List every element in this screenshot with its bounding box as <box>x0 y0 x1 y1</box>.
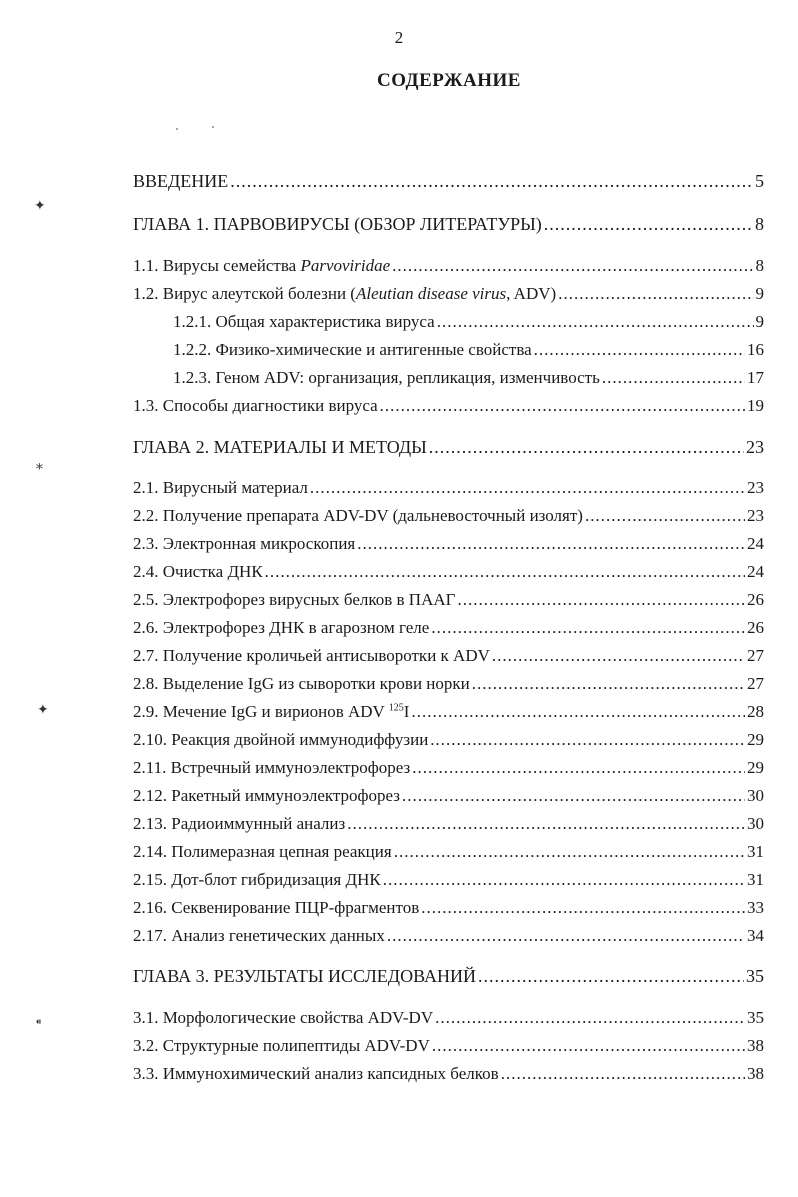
toc-entry-page: 27 <box>747 646 764 665</box>
toc-section-row[interactable] <box>133 534 764 554</box>
toc-entry-label-part: 2.12. Ракетный иммуноэлектрофорез <box>133 786 401 805</box>
toc-section-row[interactable] <box>133 870 764 890</box>
dot-leader <box>402 786 745 806</box>
toc-entry-label <box>133 1064 499 1084</box>
toc-entry-page: 30 <box>747 814 764 833</box>
toc-section-row[interactable] <box>133 674 764 694</box>
toc-entry-label <box>133 842 392 862</box>
toc-entry-label-part: 1.2.1. Общая характеристика вируса <box>173 312 435 331</box>
toc-entry-label <box>133 966 476 987</box>
toc-entry-page: 17 <box>747 368 764 387</box>
toc-entry-page: 26 <box>747 590 764 609</box>
toc-entry-label <box>133 674 470 694</box>
dot-leader <box>387 926 745 946</box>
toc-entry-label <box>133 702 409 722</box>
toc-section-row[interactable] <box>133 814 764 834</box>
toc-entry-label <box>133 898 419 918</box>
dot-leader <box>501 1064 745 1084</box>
toc-entry-label <box>133 618 429 638</box>
toc-entry-label-part: Parvoviridae <box>300 256 391 275</box>
dot-leader <box>558 284 753 304</box>
toc-entry-label <box>133 396 378 416</box>
dot-leader <box>472 674 745 694</box>
toc-entry-label <box>133 590 455 610</box>
toc-entry-label-part: ВВЕДЕНИЕ <box>133 171 229 191</box>
toc-entry-page: 35 <box>747 1008 764 1027</box>
page-number: 2 <box>394 28 404 47</box>
toc-entry-page: 26 <box>747 618 764 637</box>
toc-entry-label-part: 2.9. Мечение IgG и вирионов ADV <box>133 702 389 721</box>
toc-entry-label-part: 2.3. Электронная микроскопия <box>133 534 356 553</box>
toc-entry-label-part: 3.2. Структурные полипептиды ADV-DV <box>133 1036 430 1055</box>
dot-leader <box>585 506 745 526</box>
toc-entry-label-part: 2.1. Вирусный материал <box>133 478 308 497</box>
page-title: СОДЕРЖАНИЕ <box>377 70 521 91</box>
dot-leader <box>412 758 745 778</box>
toc-entry-label <box>133 1008 433 1028</box>
toc-entry-page: 19 <box>747 396 764 415</box>
dot-leader <box>383 870 745 890</box>
toc-section-row[interactable] <box>133 284 764 304</box>
toc-entry-label-part: 2.11. Встречный иммуноэлектрофорез <box>133 758 411 777</box>
toc-entry-label-part: 1.2. Вирус алеутской болезни ( <box>133 284 356 303</box>
toc-section-row[interactable] <box>133 842 764 862</box>
toc-entry-label <box>173 368 600 388</box>
toc-entry-label <box>133 437 427 458</box>
toc-entry-label <box>133 256 390 276</box>
dot-leader <box>230 171 753 192</box>
toc-entry-label-part: 2.6. Электрофорез ДНК в агарозном геле <box>133 618 430 637</box>
toc-entry-label <box>173 340 532 360</box>
toc-entry-label-part: Aleutian disease virus <box>355 284 507 303</box>
toc-entry-label-part: ГЛАВА 3. РЕЗУЛЬТАТЫ ИССЛЕДОВАНИЙ <box>133 966 476 986</box>
dot-leader <box>432 1036 745 1056</box>
toc-chapter-row[interactable] <box>133 966 764 987</box>
dot-leader <box>492 646 745 666</box>
dot-leader <box>430 730 745 750</box>
toc-entry-label-part: 2.5. Электрофорез вирусных белков в ПААГ <box>133 590 456 609</box>
toc-entry-label-part: 2.8. Выделение IgG из сыворотки крови норки <box>133 674 470 693</box>
scan-mark: ✦ <box>37 703 49 718</box>
toc-entry-label-part: 2.2. Получение препарата ADV-DV (дальневосточный изолят) <box>133 506 583 525</box>
scan-speck <box>176 128 178 130</box>
toc-section-row[interactable] <box>133 478 764 498</box>
toc-section-row[interactable] <box>133 730 764 750</box>
scan-mark: ✦ <box>34 199 46 214</box>
toc-entry-label-part: I <box>403 702 410 721</box>
toc-entry-page: 28 <box>747 702 764 721</box>
toc-entry-page: 30 <box>747 786 764 805</box>
toc-section-row[interactable] <box>133 758 764 778</box>
toc-entry-label <box>133 870 381 890</box>
toc-section-row[interactable] <box>133 256 764 276</box>
toc-entry-label-part: ГЛАВА 1. ПАРВОВИРУСЫ (ОБЗОР ЛИТЕРАТУРЫ) <box>133 214 542 234</box>
toc-entry-label <box>133 478 308 498</box>
toc-entry-label-part: 3.1. Морфологические свойства ADV-DV <box>133 1008 434 1027</box>
toc-section-row[interactable] <box>133 646 764 666</box>
toc-subsection-row[interactable] <box>173 368 764 388</box>
dot-leader <box>411 702 745 722</box>
toc-section-row[interactable] <box>133 590 764 610</box>
dot-leader <box>421 898 745 918</box>
toc-entry-page: 34 <box>747 926 764 945</box>
toc-entry-page: 23 <box>747 478 764 497</box>
scan-mark: ⁌ <box>35 1016 42 1031</box>
toc-entry-page: 38 <box>747 1064 764 1083</box>
toc-entry-label <box>133 214 542 235</box>
toc-entry-label-part: 1.3. Способы диагностики вируса <box>133 396 378 415</box>
toc-section-row[interactable] <box>133 702 764 722</box>
dot-leader <box>602 368 745 388</box>
toc-entry-label-part: 2.10. Реакция двойной иммунодиффузии <box>133 730 429 749</box>
toc-entry-label <box>133 534 355 554</box>
dot-leader <box>457 590 745 610</box>
toc-entry-label-part: 2.4. Очистка ДНК <box>133 562 263 581</box>
dot-leader <box>380 396 745 416</box>
toc-entry-label <box>173 312 435 332</box>
toc-section-row[interactable] <box>133 618 764 638</box>
toc-entry-page: 23 <box>747 506 764 525</box>
toc-entry-label <box>133 171 228 192</box>
dot-leader <box>544 214 753 235</box>
toc-entry-label-part: 2.7. Получение кроличьей антисыворотки к ADV <box>133 646 490 665</box>
toc-entry-page: 24 <box>747 534 764 553</box>
dot-leader <box>310 478 745 498</box>
toc-entry-page: 5 <box>755 171 764 191</box>
toc-section-row[interactable] <box>133 1064 764 1084</box>
toc-entry-page: 38 <box>747 1036 764 1055</box>
toc-entry-page: 23 <box>746 437 764 457</box>
toc-subsection-row[interactable] <box>173 312 764 332</box>
toc-chapter-row[interactable] <box>133 214 764 235</box>
toc-entry-page: 16 <box>747 340 764 359</box>
toc-entry-label <box>133 758 410 778</box>
toc-entry-page: 29 <box>747 758 764 777</box>
toc-section-row[interactable] <box>133 898 764 918</box>
toc-entry-page: 9 <box>755 312 764 331</box>
toc-entry-label-part: 3.3. Иммунохимический анализ капсидных белков <box>133 1064 499 1083</box>
toc-chapter-row[interactable] <box>133 171 764 192</box>
toc-section-row[interactable] <box>133 926 764 946</box>
toc-entry-label-part: 1.1. Вирусы семейства <box>133 256 301 275</box>
toc-entry-page: 31 <box>747 870 764 889</box>
toc-entry-label-part: 1.2.2. Физико-химические и антигенные свойства <box>173 340 532 359</box>
scan-mark: ⁎ <box>36 458 43 473</box>
dot-leader <box>392 256 753 276</box>
dot-leader <box>431 618 745 638</box>
toc-entry-page: 35 <box>746 966 764 986</box>
toc-entry-label <box>133 284 556 304</box>
toc-entry-label-part: 2.13. Радиоиммунный анализ <box>133 814 346 833</box>
dot-leader <box>478 966 744 987</box>
dot-leader <box>437 312 754 332</box>
toc-entry-page: 31 <box>747 842 764 861</box>
toc-section-row[interactable] <box>133 396 764 416</box>
dot-leader <box>265 562 745 582</box>
toc-subsection-row[interactable] <box>173 340 764 360</box>
toc-entry-label <box>133 506 583 526</box>
toc-chapter-row[interactable] <box>133 437 764 458</box>
toc-entry-label-part: 125 <box>388 702 404 714</box>
toc-section-row[interactable] <box>133 786 764 806</box>
toc-entry-label-part: , ADV) <box>506 284 557 303</box>
toc-section-row[interactable] <box>133 506 764 526</box>
dot-leader <box>435 1008 745 1028</box>
dot-leader <box>534 340 745 360</box>
toc-entry-page: 9 <box>755 284 764 303</box>
toc-section-row[interactable] <box>133 1036 764 1056</box>
toc-entry-label <box>133 646 490 666</box>
toc-entry-page: 33 <box>747 898 764 917</box>
toc-entry-page: 8 <box>755 214 764 234</box>
toc-section-row[interactable] <box>133 1008 764 1028</box>
toc-entry-label-part: 2.16. Секвенирование ПЦР-фрагментов <box>133 898 420 917</box>
toc-section-row[interactable] <box>133 562 764 582</box>
toc-entry-label-part: 2.14. Полимеразная цепная реакция <box>133 842 392 861</box>
toc-entry-label <box>133 814 345 834</box>
toc-entry-label <box>133 786 400 806</box>
dot-leader <box>357 534 745 554</box>
toc-entry-label-part: 2.17. Анализ генетических данных <box>133 926 385 945</box>
toc-entry-page: 27 <box>747 674 764 693</box>
toc-entry-label-part: ГЛАВА 2. МАТЕРИАЛЫ И МЕТОДЫ <box>133 437 427 457</box>
toc-entry-label <box>133 1036 430 1056</box>
dot-leader <box>347 814 745 834</box>
dot-leader <box>394 842 745 862</box>
toc-entry-label <box>133 730 428 750</box>
toc-entry-label <box>133 926 385 946</box>
toc-entry-label <box>133 562 263 582</box>
toc-entry-label-part: 1.2.3. Геном ADV: организация, репликация, изменчивость <box>173 368 600 387</box>
toc-entry-page: 24 <box>747 562 764 581</box>
toc-entry-page: 29 <box>747 730 764 749</box>
dot-leader <box>429 437 744 458</box>
scan-speck <box>212 126 214 128</box>
toc-entry-label-part: 2.15. Дот-блот гибридизация ДНК <box>133 870 381 889</box>
toc-entry-page: 8 <box>755 256 764 275</box>
